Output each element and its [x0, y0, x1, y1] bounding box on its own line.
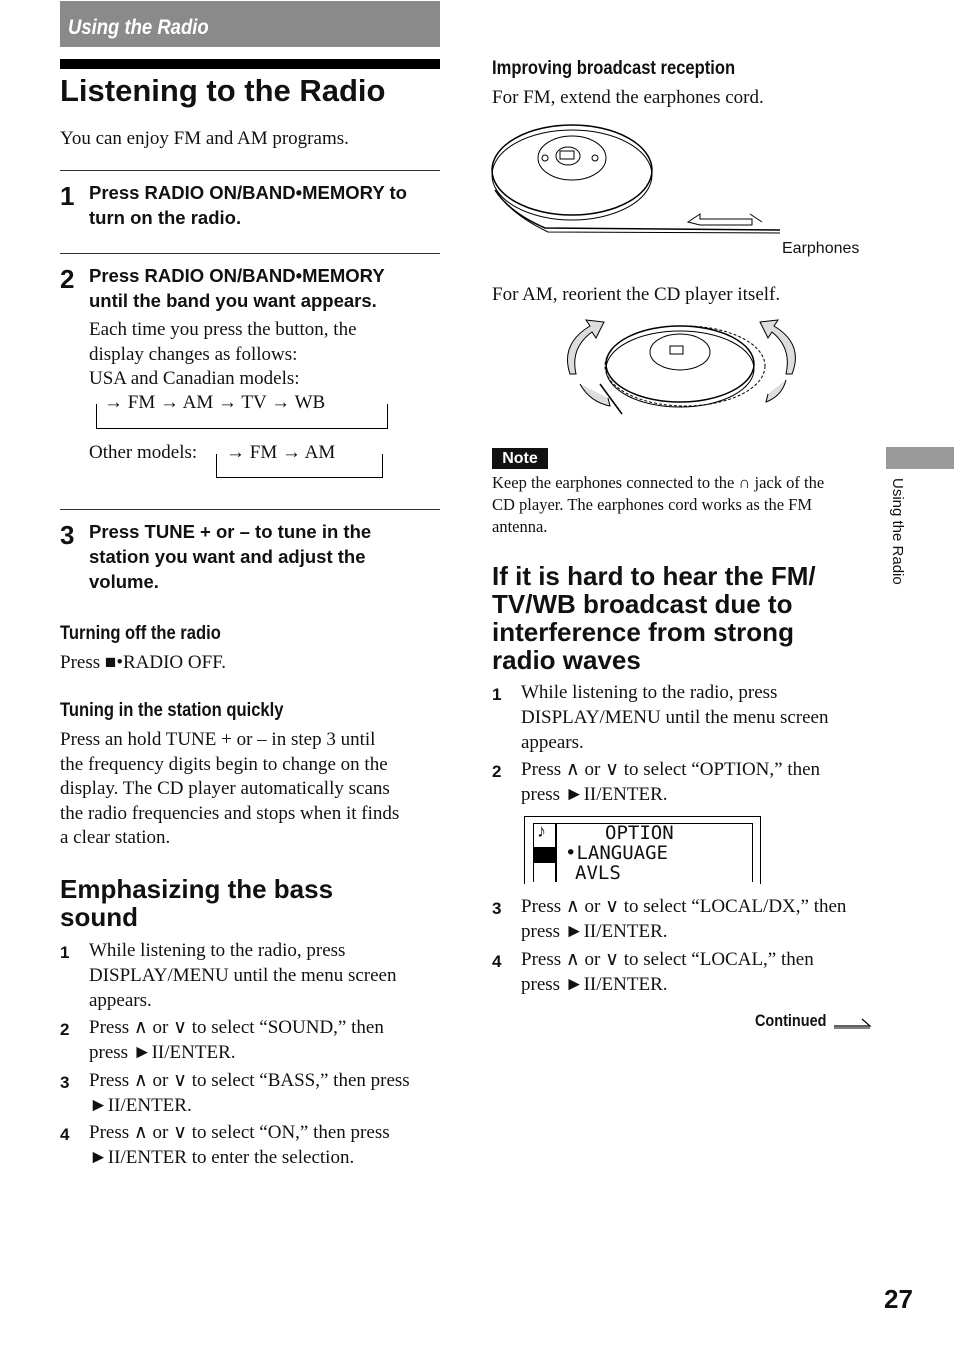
lcd-menu-screen	[524, 816, 761, 884]
menu-selection-icon	[534, 847, 555, 863]
tuning-quickly-text: Press an hold TUNE + or – in step 3 until the frequency digits begin to change on the display. The CD player automatically scans the radio frequencies and stops when it finds a clear station.	[60, 729, 400, 848]
interference-steps-a: 1 While listening to the radio, press DISPLAY/MENU until the menu screen appears. 2 Press ∧ or ∨ to select “OPTION,” then press ►II/ENTER.	[492, 682, 829, 805]
lcd-line-1: OPTION	[605, 822, 674, 844]
page-title: Listening to the Radio	[60, 73, 386, 108]
am-text: For AM, reorient the CD player itself.	[492, 284, 781, 305]
turning-off-text: Press ■•RADIO OFF.	[60, 652, 226, 673]
step-number: 2	[60, 264, 75, 294]
note-text: Keep the earphones connected to the ∩ jack of the CD player. The earphones cord works as the FM antenna.	[492, 473, 825, 536]
bass-steps: 1 While listening to the radio, press DISPLAY/MENU until the menu screen appears. 2 Press ∧ or ∨ to select “SOUND,” then press ►II/ENTER. 3 Press ∧ or ∨ to select “BASS,” then press ►II/ENTER. 4 Press ∧ or ∨ to select “ON,” then press ►II/ENTER to enter the selection.	[60, 940, 410, 1168]
step-divider	[60, 170, 440, 171]
bass-heading: Emphasizing the bass sound	[60, 874, 334, 932]
turning-off-heading: Turning off the radio	[60, 622, 221, 644]
side-tab-marker	[886, 447, 954, 469]
page-number: 27	[884, 1284, 913, 1314]
section-title: Using the Radio	[68, 16, 209, 39]
fm-text: For FM, extend the earphones cord.	[492, 87, 764, 108]
section-banner	[60, 1, 440, 47]
continued-label: Continued	[755, 1011, 827, 1030]
lcd-line-2: •LANGUAGE	[565, 842, 668, 864]
step-2-heading: Press RADIO ON/BAND•MEMORY until the band you want appears.	[89, 265, 385, 311]
interference-steps-b: 3 Press ∧ or ∨ to select “LOCAL/DX,” then press ►II/ENTER. 4 Press ∧ or ∨ to select “LOCAL,” then press ►II/ENTER.	[492, 896, 847, 995]
step-divider	[60, 509, 440, 510]
step-number: 1	[60, 181, 75, 211]
interference-heading: If it is hard to hear the FM/ TV/WB broadcast due to interference from strong radio waves	[492, 561, 816, 675]
title-rule	[60, 59, 440, 69]
step-number: 3	[60, 520, 75, 550]
note-badge: Note	[492, 448, 548, 469]
intro-text: You can enjoy FM and AM programs.	[60, 128, 349, 149]
am-reorient-illustration	[560, 314, 805, 424]
continued-arrow-icon	[834, 1016, 872, 1030]
band-cycle-other: → FM → AM	[222, 441, 339, 466]
earphones-label: Earphones	[782, 240, 860, 257]
step-3-heading: Press TUNE + or – to tune in the station you want and adjust the volume.	[89, 521, 372, 592]
other-models-label: Other models:	[89, 442, 198, 463]
reception-heading: Improving broadcast reception	[492, 57, 736, 79]
step-divider	[60, 253, 440, 254]
step-1-heading: Press RADIO ON/BAND•MEMORY to turn on the radio.	[89, 182, 407, 228]
tuning-quickly-heading: Tuning in the station quickly	[60, 699, 284, 721]
lcd-line-3: AVLS	[575, 862, 621, 884]
band-cycle-usa: → FM → AM → TV → WB	[100, 391, 329, 416]
fm-earphones-illustration	[490, 118, 780, 240]
music-note-icon: ♪	[537, 821, 546, 841]
side-tab-label: Using the Radio	[889, 478, 906, 585]
step-2-body: Each time you press the button, the display changes as follows: USA and Canadian models:	[89, 319, 357, 389]
